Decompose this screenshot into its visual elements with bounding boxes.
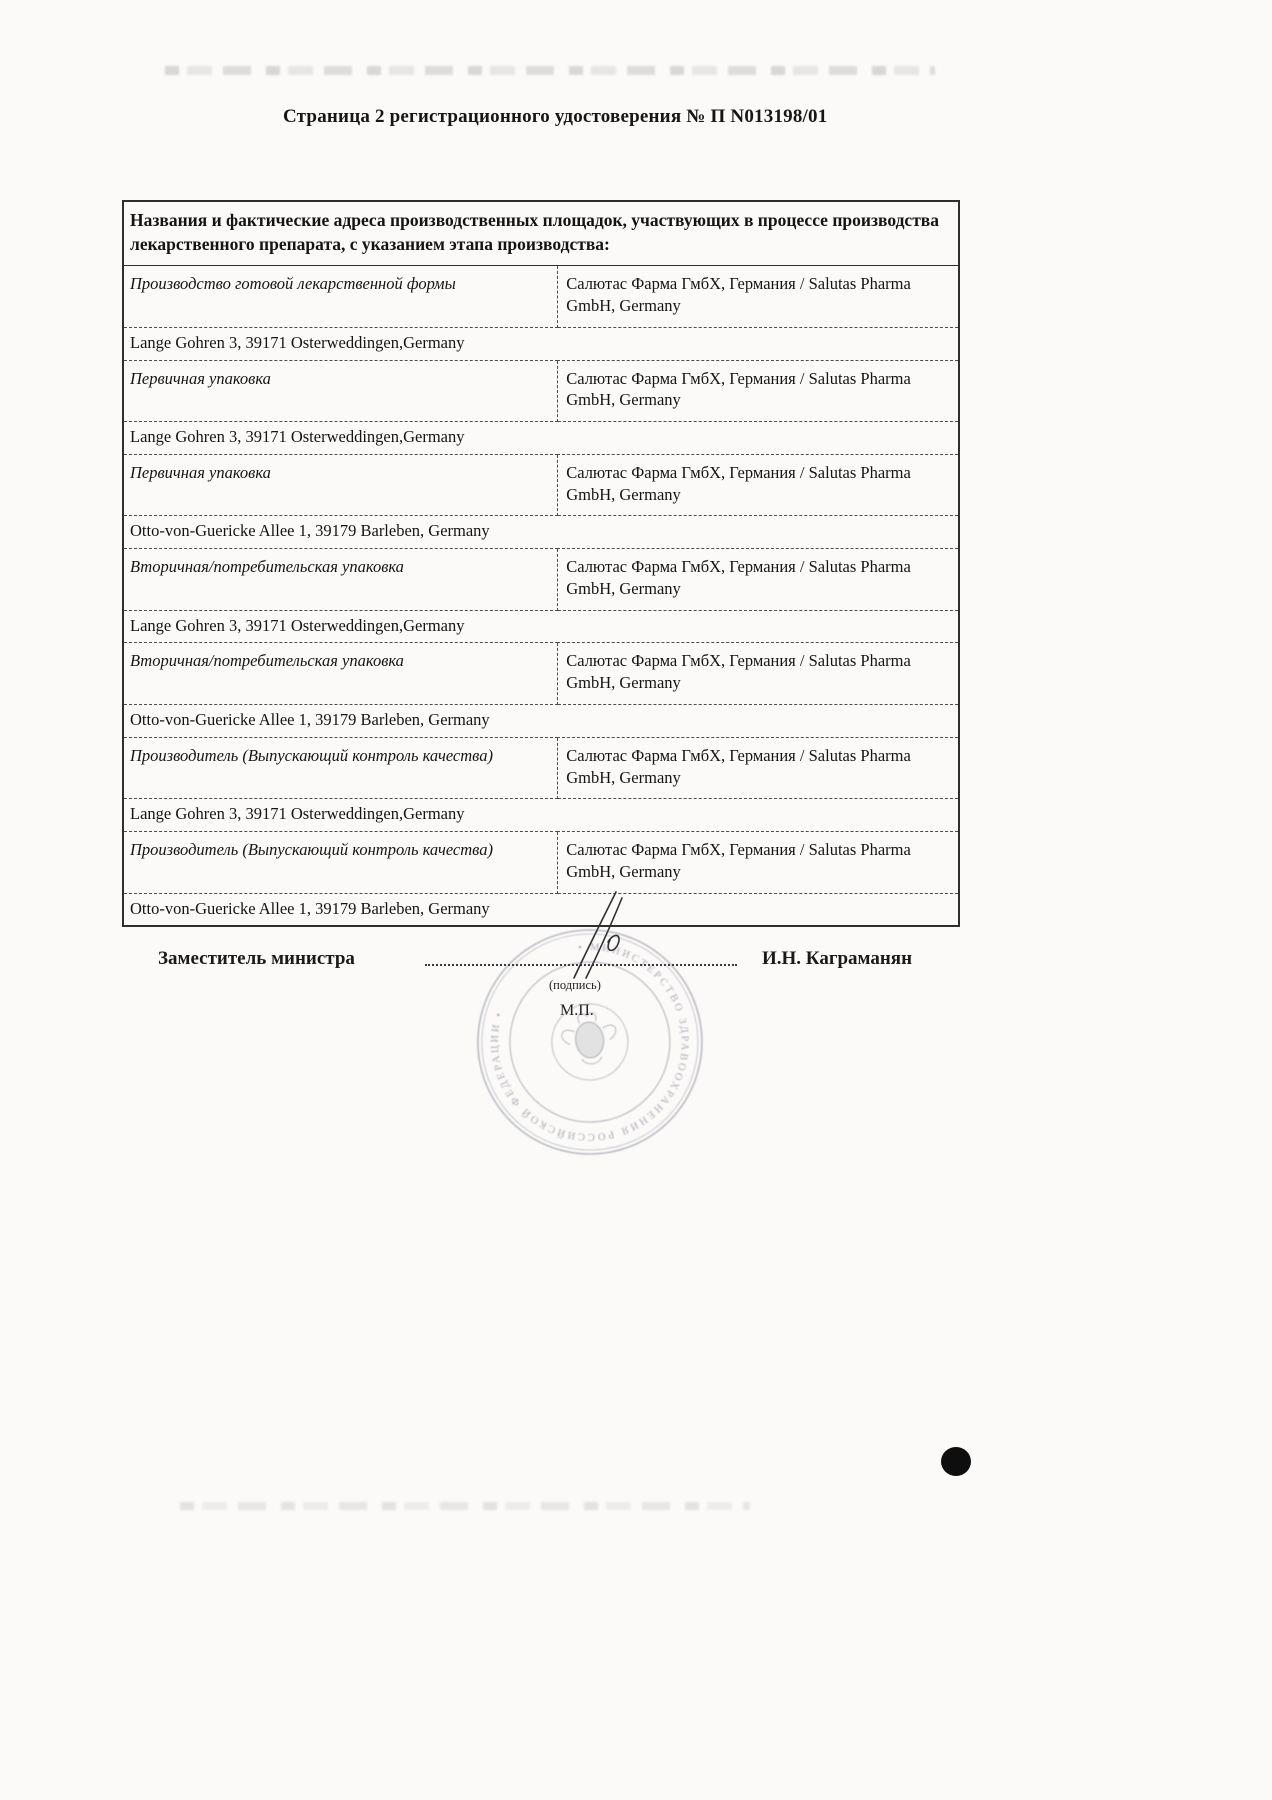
site-address: Otto-von-Guericke Allee 1, 39179 Barleben, Germany [123, 704, 959, 737]
page-header: Страница 2 регистрационного удостоверения № П N013198/01 [283, 106, 828, 127]
stage-label: Производитель (Выпускающий контроль качества) [123, 832, 558, 894]
address-row [123, 327, 959, 360]
address-row [123, 610, 959, 643]
stage-label: Первичная упаковка [123, 360, 558, 422]
table-title: Названия и фактические адреса производственных площадок, участвующих в процессе производства лекарственного препарата, с указанием этапа производства: [123, 201, 959, 266]
company-name: Салютас Фарма ГмбХ, Германия / Salutas Pharma GmbH, Germany [558, 454, 959, 516]
address-row [123, 704, 959, 737]
company-name: Салютас Фарма ГмбХ, Германия / Salutas Pharma GmbH, Germany [558, 549, 959, 611]
site-address: Lange Gohren 3, 39171 Osterweddingen,Germany [123, 610, 959, 643]
signature-caption: (подпись) [549, 978, 601, 992]
stage-row [123, 549, 959, 611]
signer-name: И.Н. Каграманян [762, 948, 913, 969]
hole-punch-dot [941, 1447, 971, 1476]
address-row [123, 799, 959, 832]
seal-abbreviation: М.П. [560, 1002, 594, 1019]
scan-artifact-top [165, 66, 935, 75]
stage-row [123, 360, 959, 422]
site-address: Lange Gohren 3, 39171 Osterweddingen,Germany [123, 799, 959, 832]
stage-label: Вторичная/потребительская упаковка [123, 643, 558, 705]
stage-row [123, 832, 959, 894]
stage-row [123, 643, 959, 705]
stage-label: Первичная упаковка [123, 454, 558, 516]
stage-label: Производитель (Выпускающий контроль качества) [123, 737, 558, 799]
signer-title: Заместитель министра [158, 948, 355, 969]
stamp-ring-text: • МИНИСТЕРСТВО ЗДРАВООХРАНЕНИЯ РОССИЙСКОЙ ФЕДЕРАЦИИ • [489, 941, 690, 1143]
official-stamp [448, 903, 733, 1182]
stage-row [123, 737, 959, 799]
company-name: Салютас Фарма ГмбХ, Германия / Salutas Pharma GmbH, Germany [558, 266, 959, 328]
company-name: Салютас Фарма ГмбХ, Германия / Salutas Pharma GmbH, Germany [558, 360, 959, 422]
company-name: Салютас Фарма ГмбХ, Германия / Salutas Pharma GmbH, Germany [558, 737, 959, 799]
scan-artifact-bottom [180, 1502, 750, 1510]
stage-label: Производство готовой лекарственной формы [123, 266, 558, 328]
company-name: Салютас Фарма ГмбХ, Германия / Salutas Pharma GmbH, Germany [558, 643, 959, 705]
site-address: Lange Gohren 3, 39171 Osterweddingen,Germany [123, 422, 959, 455]
stage-row [123, 454, 959, 516]
address-row [123, 893, 959, 926]
site-address: Lange Gohren 3, 39171 Osterweddingen,Germany [123, 327, 959, 360]
address-row [123, 422, 959, 455]
site-address: Otto-von-Guericke Allee 1, 39179 Barleben, Germany [123, 893, 959, 926]
production-sites-table [122, 200, 960, 927]
stamp-emblem-icon [559, 1010, 619, 1067]
production-table-body [123, 266, 959, 927]
table-title-row [123, 201, 959, 266]
address-row [123, 516, 959, 549]
company-name: Салютас Фарма ГмбХ, Германия / Salutas Pharma GmbH, Germany [558, 832, 959, 894]
stage-label: Вторичная/потребительская упаковка [123, 549, 558, 611]
site-address: Otto-von-Guericke Allee 1, 39179 Barleben, Germany [123, 516, 959, 549]
stage-row [123, 266, 959, 328]
